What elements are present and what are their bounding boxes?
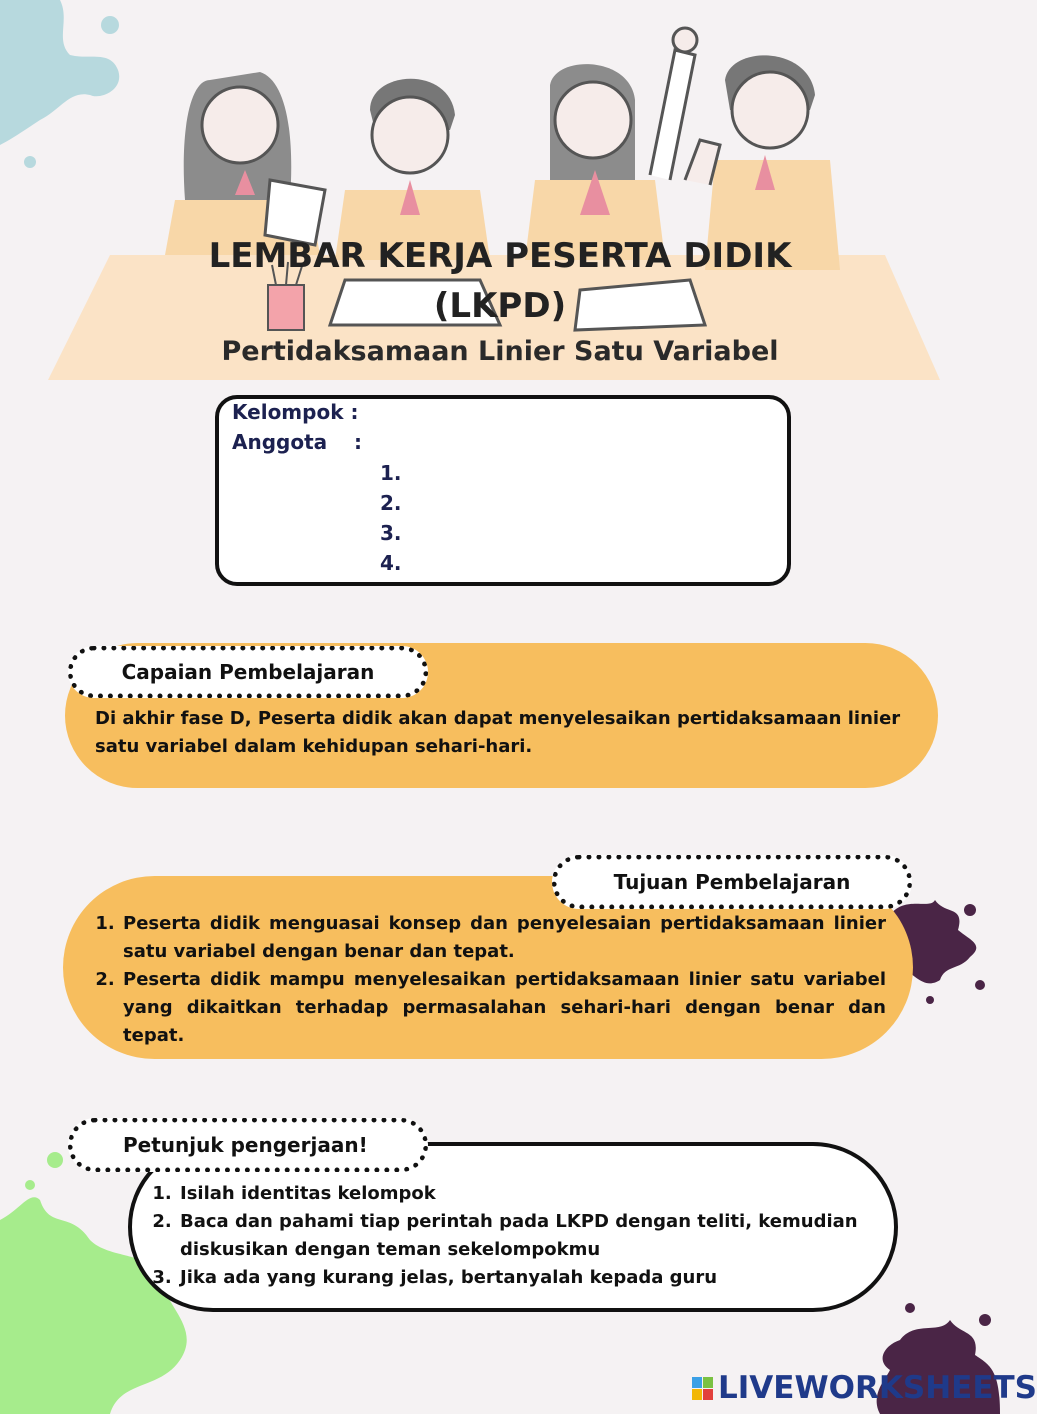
tujuan-item-2: 2. Peserta didik mampu menyelesaikan pertidaksamaan linier satu variabel yang dikaitkan terhadap permasalahan sehari-hari dengan benar dan tepat. — [121, 966, 886, 1050]
liveworksheets-watermark: LIVEWORKSHEETS — [718, 1370, 1037, 1406]
capaian-heading: Capaian Pembelajaran — [68, 646, 428, 698]
liveworksheets-logo — [692, 1377, 714, 1401]
petunjuk-item-1: 1. Isilah identitas kelompok — [178, 1180, 865, 1208]
group-label: Kelompok : — [232, 400, 359, 424]
members-label: Anggota — [232, 430, 328, 454]
student-girl-left — [165, 72, 325, 255]
member-number-4: 4. — [380, 551, 402, 575]
member-number-1: 1. — [380, 461, 402, 485]
petunjuk-item-3: 3. Jika ada yang kurang jelas, bertanyalah kepada guru — [178, 1264, 865, 1292]
member-number-2: 2. — [380, 491, 402, 515]
students-illustration — [40, 10, 950, 385]
tujuan-list — [93, 910, 886, 1050]
page-title: LEMBAR KERJA PESERTA DIDIK — [208, 236, 792, 276]
petunjuk-list — [150, 1180, 865, 1292]
members-colon: : — [354, 430, 362, 454]
capaian-text: Di akhir fase D, Peserta didik akan dapat menyelesaikan pertidaksamaan linier satu variabel dalam kehidupan sehari-hari. — [95, 708, 901, 757]
member-number-3: 3. — [380, 521, 402, 545]
tujuan-item-1: 1. Peserta didik menguasai konsep dan penyelesaian pertidaksamaan linier satu variabel dengan benar dan tepat. — [121, 910, 886, 966]
petunjuk-heading: Petunjuk pengerjaan! — [68, 1118, 428, 1172]
page-subtitle: Pertidaksamaan Linier Satu Variabel — [221, 336, 779, 367]
page-title-abbreviation: (LKPD) — [433, 286, 567, 326]
liveworksheets-logo-icon — [692, 1377, 714, 1401]
tujuan-heading: Tujuan Pembelajaran — [552, 855, 912, 909]
petunjuk-item-2: 2. Baca dan pahami tiap perintah pada LKPD dengan teliti, kemudian diskusikan dengan teman sekelompokmu — [178, 1208, 865, 1264]
